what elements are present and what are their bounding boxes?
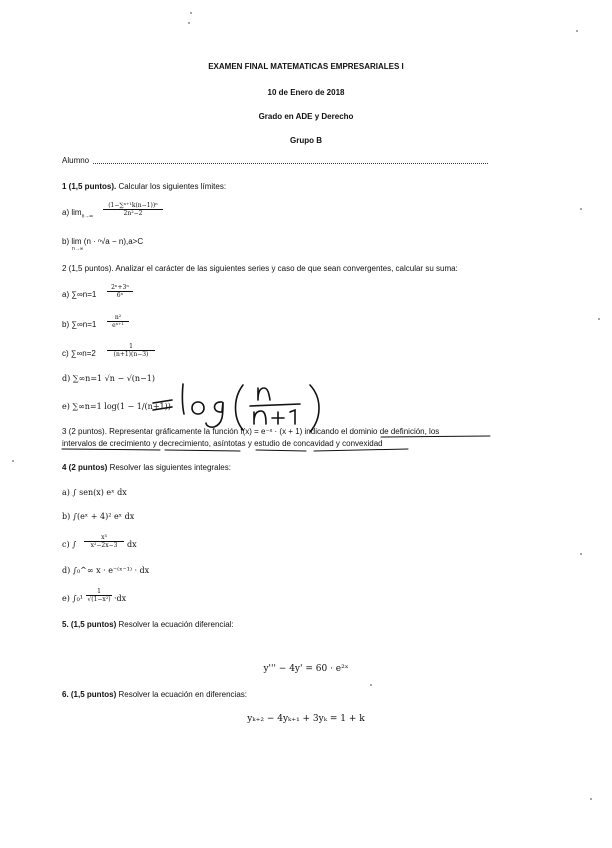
underline-asintotas <box>256 450 306 451</box>
exam-title: EXAMEN FINAL MATEMATICAS EMPRESARIALES I <box>208 62 404 71</box>
q1-text: Calcular los siguientes límites: <box>118 182 227 191</box>
q3-heading: 3 (2 puntos). <box>62 427 107 436</box>
q2-b-denominator: eⁿ⁺¹ <box>112 322 124 329</box>
scan-speck <box>188 22 190 24</box>
q5 <box>62 620 234 629</box>
q1-b: b) lim (n · ⁿ√a − n),a>C <box>62 237 144 246</box>
underline-crecimiento <box>62 449 160 450</box>
q2-c-label: c) ∑∞n=2 <box>62 349 96 358</box>
q4-e-numerator: 1 <box>86 588 112 596</box>
q2-c-numerator: 1 <box>107 343 155 351</box>
q4-b: b) ∫(eˣ + 4)² eˣ dx <box>62 512 135 521</box>
exam-date: 10 de Enero de 2018 <box>267 88 345 97</box>
q1-heading: 1 (1,5 puntos). <box>62 182 117 191</box>
q4-e-tail: ·dx <box>114 594 127 603</box>
q6-heading: 6. (1,5 puntos) <box>62 690 117 699</box>
q4-e-fraction <box>86 588 112 603</box>
q4-text: Resolver las siguientes integrales: <box>109 463 231 472</box>
q3-text-1: Representar gráficamente la función f(x) = e⁻ˣ · (x + 1) indicando el dominio de definición, los <box>109 427 440 436</box>
q4-e-denominator: √(1−x²) <box>87 596 111 603</box>
q2-d: d) ∑∞n=1 √n − √(n−1) <box>62 374 155 383</box>
q2-heading: 2 (1,5 puntos). <box>62 264 114 273</box>
q2-a-numerator: 2ⁿ+3ⁿ <box>107 284 133 292</box>
q2-a-denominator: 6ⁿ <box>116 292 124 299</box>
q2-e: e) ∑∞n=1 log(1 − 1/(n+1)) <box>62 402 171 411</box>
q5-text: Resolver la ecuación diferencial: <box>118 620 234 629</box>
q6-equation: yₖ₊₂ − 4yₖ₊₁ + 3yₖ = 1 + k <box>247 714 365 724</box>
q4-c-numerator: x³ <box>84 534 124 542</box>
scan-speck <box>12 460 14 462</box>
q1-a-denominator: 2n²−2 <box>123 210 143 217</box>
scan-speck <box>590 798 592 800</box>
q4-e-label: e) ∫₀¹ <box>62 594 83 603</box>
q5-equation: y''' − 4y' = 60 · e²ˣ <box>263 664 349 674</box>
q4-c-denominator: x²−2x−3 <box>90 542 118 549</box>
q2-a-label: a) ∑∞n=1 <box>62 290 97 299</box>
q3-text-2: intervalos de crecimiento y decrecimiento, asíntotas y estudio de concavidad y convexidad <box>62 439 383 448</box>
q5-heading: 5. (1,5 puntos) <box>62 620 117 629</box>
q1-a-sub: n→∞ <box>81 213 93 220</box>
scan-speck <box>580 553 582 555</box>
scan-speck <box>598 318 600 320</box>
underline-concavidad <box>314 449 408 451</box>
q4-c-label: c) ∫ <box>62 540 77 549</box>
q2-text: Analizar el carácter de las siguientes series y caso de que sean convergentes, calcular su suma: <box>115 264 458 273</box>
q2-c-denominator: (n+1)(n−3) <box>113 351 149 358</box>
scan-speck <box>576 30 578 32</box>
scan-speck <box>370 684 372 686</box>
student-label: Alumno <box>62 156 90 165</box>
q4-heading: 4 (2 puntos) <box>62 463 108 472</box>
underline-dominio <box>381 436 490 437</box>
q1-b-sub: n→∞ <box>72 246 84 252</box>
q2-b-numerator: n² <box>107 314 129 322</box>
exam-group: Grupo B <box>290 136 322 145</box>
q4-d: d) ∫₀^∞ x · e⁻⁽ˣ⁻¹⁾ · dx <box>62 566 150 575</box>
q6 <box>62 690 247 699</box>
underline-decrecimiento <box>165 450 240 451</box>
q1-a-label: a) lim <box>62 208 82 217</box>
q6-text: Resolver la ecuación en diferencias: <box>118 690 247 699</box>
scan-speck <box>190 12 192 14</box>
scan-speck <box>580 208 582 210</box>
q4-c-fraction <box>84 534 124 549</box>
q4 <box>62 463 231 472</box>
exam-degree: Grado en ADE y Derecho <box>258 112 354 121</box>
q1-a-numerator: (1−∑ⁿ⁺¹k(n−1))ⁿ <box>103 202 163 210</box>
q4-a: a) ∫ sen(x) eˣ dx <box>62 488 127 497</box>
q4-c-tail: dx <box>127 540 137 549</box>
q2-b-label: b) ∑∞n=1 <box>62 320 97 329</box>
